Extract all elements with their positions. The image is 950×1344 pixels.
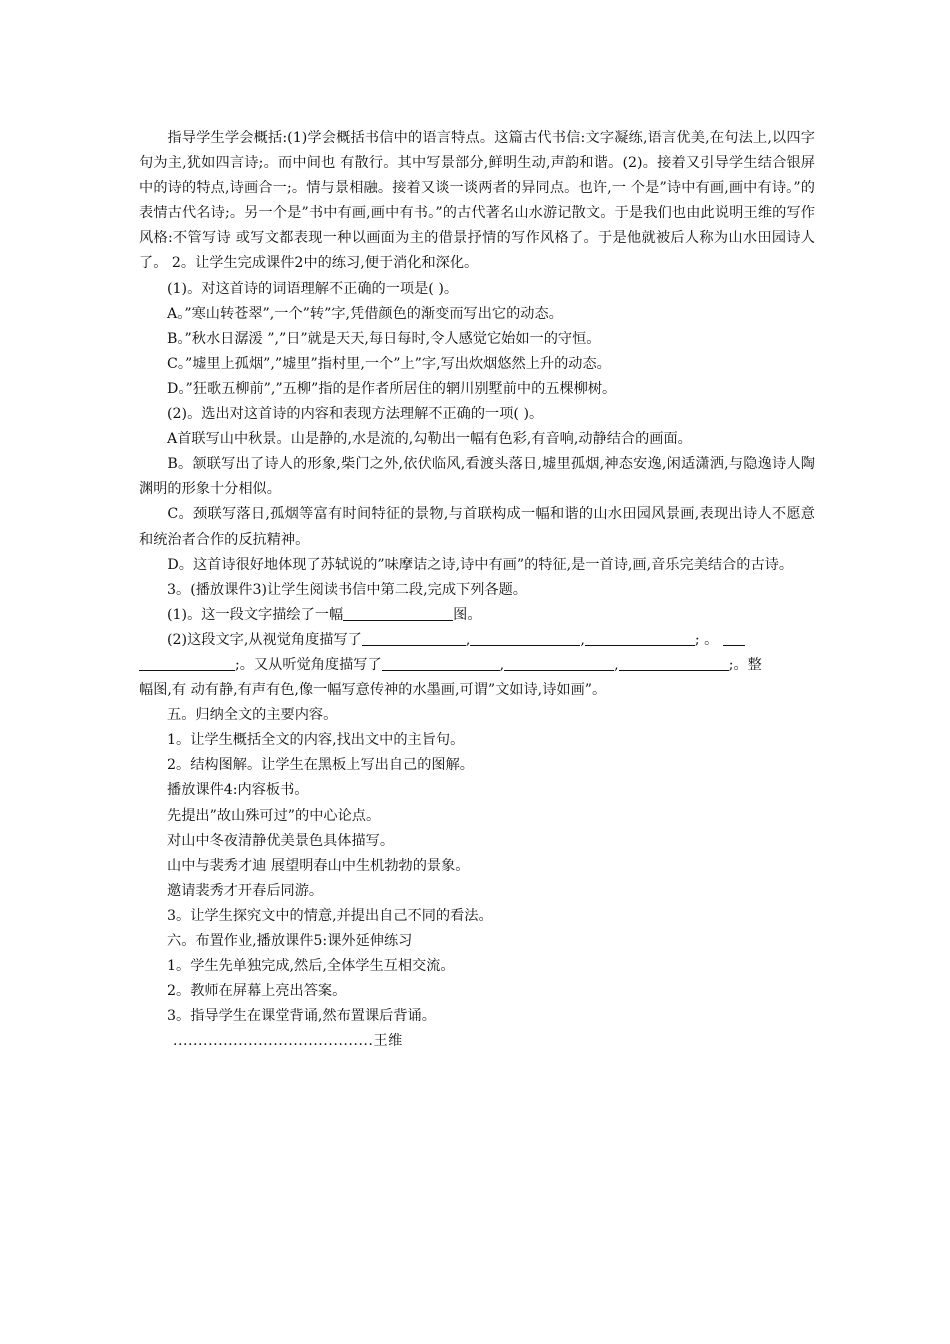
fill-blank[interactable]	[723, 629, 745, 646]
section5-item: 先提出”故山殊可过”的中心论点。	[167, 807, 381, 824]
fill-blank[interactable]	[343, 604, 453, 621]
fill-blank[interactable]	[619, 654, 729, 671]
task3-q1-text: (1)。这一段文字描绘了一幅	[167, 606, 344, 623]
section5-item: 邀请裴秀才开春后同游。	[167, 882, 324, 899]
section5-item: 对山中冬夜清静优美景色具体描写。	[167, 832, 395, 849]
task3-q2-text: (2)这段文字,从视觉角度描写了	[167, 631, 362, 648]
section5-item: 3。让学生探究文中的情意,并提出自己不同的看法。	[167, 907, 493, 924]
task3-q1-end: 图。	[453, 606, 482, 623]
comma: ,	[580, 631, 585, 648]
comma: ,	[465, 631, 471, 648]
fill-blank[interactable]	[362, 629, 466, 646]
task3-q2-line1	[139, 628, 815, 653]
q2-stem: (2)。选出对这首诗的内容和表现方法理解不正确的一项( )。	[167, 406, 544, 423]
q2-option-a: A首联写山中秋景。山是静的,水是流的,勾勒出一幅有色彩,有音响,动静结合的画面。	[167, 431, 692, 448]
task3-q2-line2	[139, 653, 815, 678]
comma: ,	[614, 656, 619, 673]
fill-blank[interactable]	[470, 629, 580, 646]
task3-intro: 3。(播放课件3)让学生阅读书信中第二段,完成下列各题。	[167, 581, 527, 598]
fill-blank[interactable]	[585, 629, 695, 646]
q1-option-d: D。”狂歌五柳前”,”五柳”指的是作者所居住的辋川别墅前中的五棵柳树。	[167, 380, 617, 397]
fill-blank[interactable]	[504, 654, 614, 671]
q1-option-b: B。”秋水日潺湲 ”,”日”就是天天,每日每时,令人感觉它始如一的守恒。	[167, 330, 601, 347]
section5-item: 播放课件4:内容板书。	[167, 782, 309, 799]
q1-option-c: C。”墟里上孤烟”,”墟里”指村里,一个”上”字,写出炊烟悠然上升的动态。	[167, 355, 611, 372]
document-body	[139, 126, 815, 1054]
semicolon: ;。整	[728, 656, 762, 673]
q2-option-d: D。这首诗很好地体现了苏轼说的”味摩诘之诗,诗中有画”的特征,是一首诗,画,音乐完美结合的古诗。	[167, 556, 794, 573]
fill-blank[interactable]	[139, 654, 235, 671]
section5-item: 1。让学生概括全文的内容,找出文中的主旨句。	[167, 732, 465, 749]
section6-title: 六。布置作业,播放课件5:课外延伸练习	[167, 933, 413, 949]
q2-option-b: B。颔联写出了诗人的形象,柴门之外,依伏临风,看渡头落日,墟里孤烟,神态安逸,闲适潇洒,与隐逸诗人陶渊明的形象十分相似。	[139, 456, 815, 498]
fill-blank[interactable]	[382, 654, 500, 671]
section6-item: 2。教师在屏幕上亮出答案。	[167, 983, 347, 1000]
q2-option-c: C。颈联写落日,孤烟等富有时间特征的景物,与首联构成一幅和谐的山水田园风景画,表现出诗人不愿意和统治者合作的反抗精神。	[139, 506, 815, 548]
comma: ,	[499, 656, 505, 673]
section6-item: 1。学生先单独完成,然后,全体学生互相交流。	[167, 958, 455, 975]
signature: ........................................王维	[173, 1033, 403, 1050]
paragraph-summary: 指导学生学会概括:(1)学会概括书信中的语言特点。这篇古代书信:文字凝练,语言优美,在句法上,以四字句为主,犹如四言诗;。而中间也 有散行。其中写景部分,鲜明生动,声韵和谐。(2)。接着又引导学生结合银屏中的诗的特点,诗画合一;。情与景相融。接着又谈一谈两者的异同点。也许,一 个是”诗中有画,画中有诗。”的表情古代名诗;。另一个是”书中有画,画中有书。”的古代著名山水游记散文。于是我们也由此说明王维的写作风格:不管写诗 或写文都表现一种以画面为主的借景抒情的写作风格了。于是他就被后人称为山水田园诗人了。 2。让学生完成课件2中的练习,便于消化和深化。	[139, 130, 815, 272]
semicolon: ;。又从听觉角度描写了	[235, 656, 382, 673]
task3-q1	[139, 603, 815, 628]
q1-option-a: A。”寒山转苍翠”,一个”转”字,凭借颜色的渐变而写出它的动态。	[167, 305, 563, 322]
q1-stem: (1)。对这首诗的词语理解不正确的一项是( )。	[167, 280, 459, 297]
semicolon: ; 。	[694, 631, 723, 648]
task3-q2-end: 幅图,有 动有静,有声有色,像一幅写意传神的水墨画,可谓”文如诗,诗如画”。	[139, 682, 607, 699]
section5-item: 山中与裴秀才迪 展望明春山中生机勃勃的景象。	[167, 857, 470, 874]
section5-item: 2。结构图解。让学生在黑板上写出自己的图解。	[167, 757, 474, 774]
section5-title: 五。归纳全文的主要内容。	[167, 707, 338, 724]
section6-item: 3。指导学生在课堂背诵,然布置课后背诵。	[167, 1008, 436, 1025]
